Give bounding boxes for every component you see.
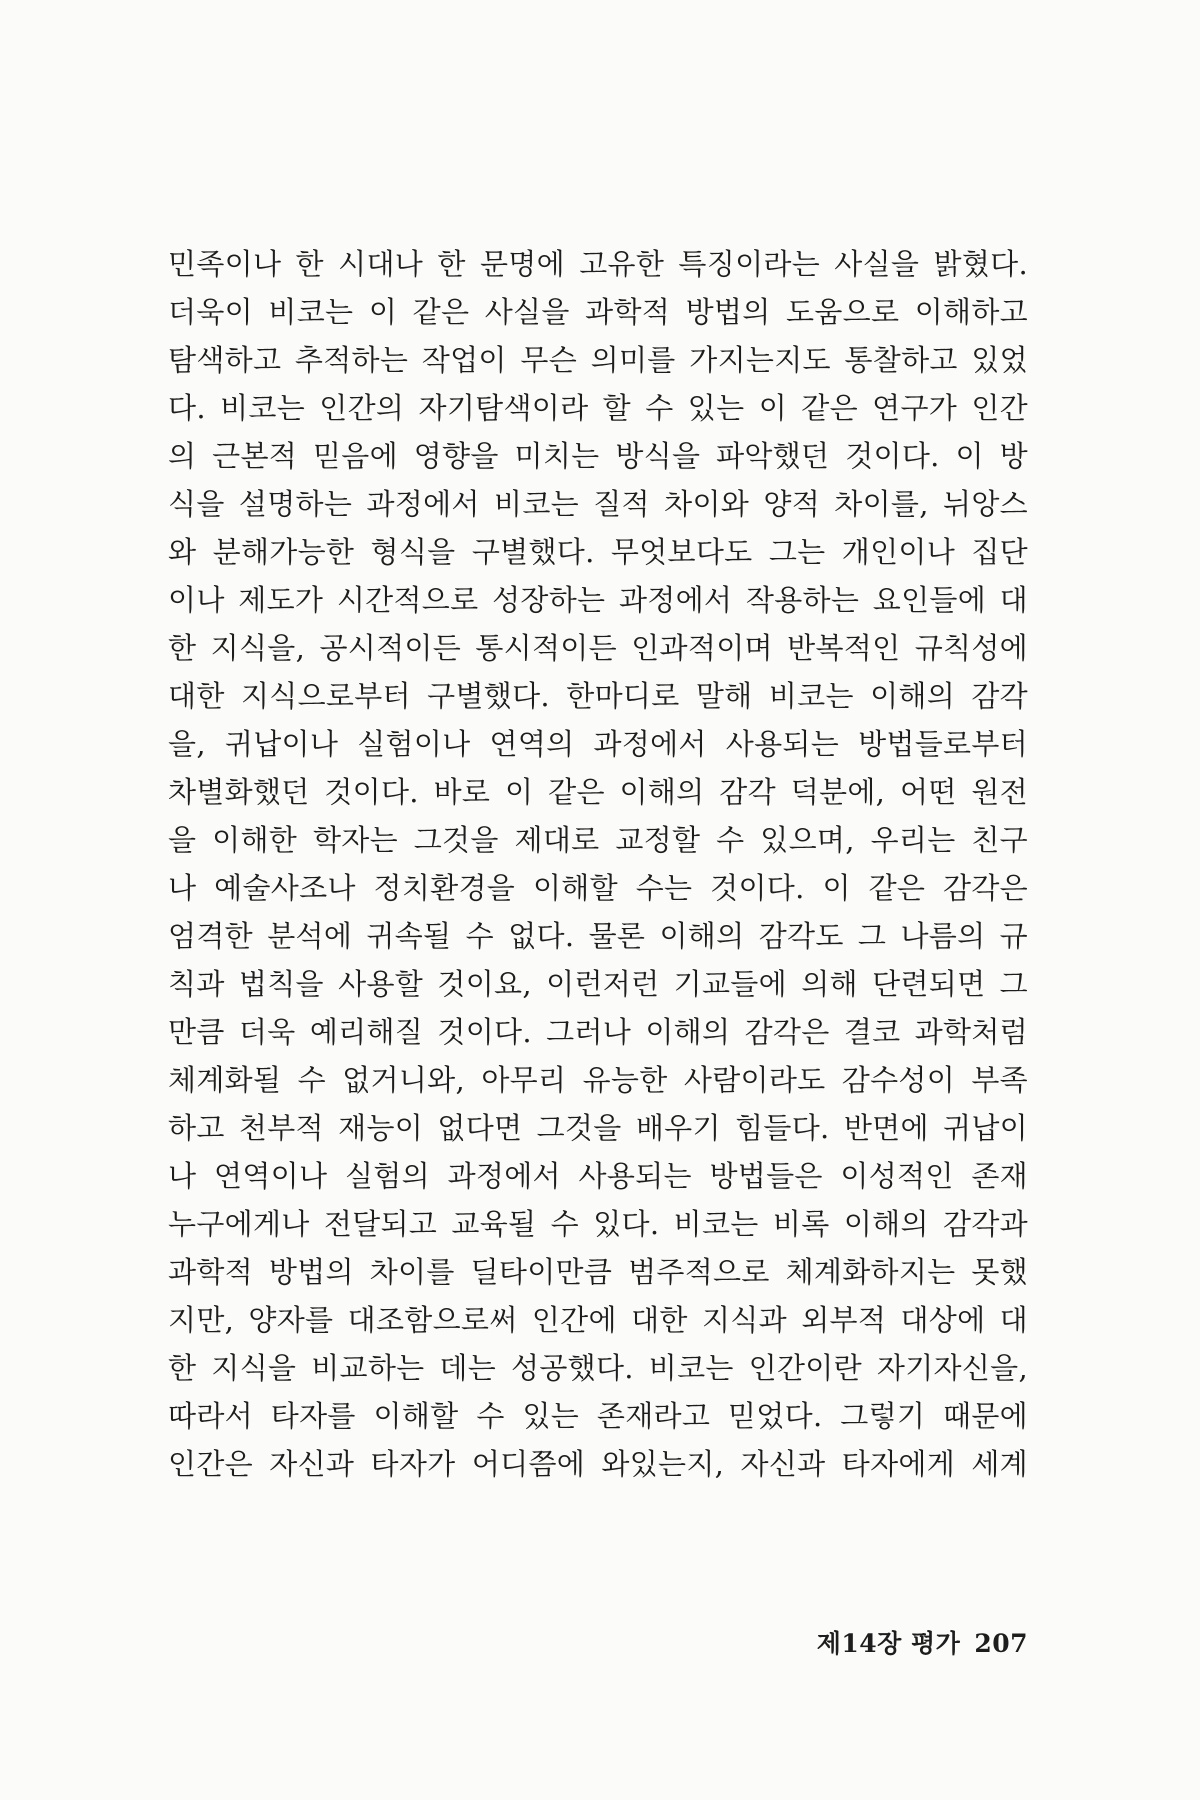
chapter-label: 제14장 평가 <box>816 1629 961 1658</box>
text-line: 다. 비코는 인간의 자기탐색이라 할 수 있는 이 같은 연구가 인간 <box>168 391 1028 425</box>
text-line: 민족이나 한 시대나 한 문명에 고유한 특징이라는 사실을 밝혔다. <box>168 247 1028 281</box>
text-line: 이나 제도가 시간적으로 성장하는 과정에서 작용하는 요인들에 대 <box>168 583 1028 617</box>
text-line: 따라서 타자를 이해할 수 있는 존재라고 믿었다. 그렇기 때문에 <box>168 1399 1028 1433</box>
text-line: 나 연역이나 실험의 과정에서 사용되는 방법들은 이성적인 존재 <box>168 1159 1028 1193</box>
text-line: 차별화했던 것이다. 바로 이 같은 이해의 감각 덕분에, 어떤 원전 <box>168 775 1028 809</box>
body-paragraph <box>168 240 1028 1488</box>
text-line: 나 예술사조나 정치환경을 이해할 수는 것이다. 이 같은 감각은 <box>168 871 1028 905</box>
text-line: 엄격한 분석에 귀속될 수 없다. 물론 이해의 감각도 그 나름의 규 <box>168 919 1028 953</box>
text-line: 만큼 더욱 예리해질 것이다. 그러나 이해의 감각은 결코 과학처럼 <box>168 1015 1028 1049</box>
text-line: 하고 천부적 재능이 없다면 그것을 배우기 힘들다. 반면에 귀납이 <box>168 1111 1028 1145</box>
text-line: 더욱이 비코는 이 같은 사실을 과학적 방법의 도움으로 이해하고 <box>168 295 1028 329</box>
text-line: 을 이해한 학자는 그것을 제대로 교정할 수 있으며, 우리는 친구 <box>168 823 1028 857</box>
text-line: 칙과 법칙을 사용할 것이요, 이런저런 기교들에 의해 단련되면 그 <box>168 967 1028 1001</box>
text-line: 와 분해가능한 형식을 구별했다. 무엇보다도 그는 개인이나 집단 <box>168 535 1028 569</box>
text-line: 누구에게나 전달되고 교육될 수 있다. 비코는 비록 이해의 감각과 <box>168 1207 1028 1241</box>
text-line: 대한 지식으로부터 구별했다. 한마디로 말해 비코는 이해의 감각 <box>168 679 1028 713</box>
text-line: 의 근본적 믿음에 영향을 미치는 방식을 파악했던 것이다. 이 방 <box>168 439 1028 473</box>
text-line: 인간은 자신과 타자가 어디쯤에 와있는지, 자신과 타자에게 세계 <box>168 1447 1028 1481</box>
text-line: 한 지식을 비교하는 데는 성공했다. 비코는 인간이란 자기자신을, <box>168 1351 1028 1385</box>
text-line: 식을 설명하는 과정에서 비코는 질적 차이와 양적 차이를, 뉘앙스 <box>168 487 1028 521</box>
text-line: 과학적 방법의 차이를 딜타이만큼 범주적으로 체계화하지는 못했 <box>168 1255 1028 1289</box>
text-line: 탐색하고 추적하는 작업이 무슨 의미를 가지는지도 통찰하고 있었 <box>168 343 1028 377</box>
page-number: 207 <box>974 1629 1028 1658</box>
text-line: 체계화될 수 없거니와, 아무리 유능한 사람이라도 감수성이 부족 <box>168 1063 1028 1097</box>
text-line: 지만, 양자를 대조함으로써 인간에 대한 지식과 외부적 대상에 대 <box>168 1303 1028 1337</box>
page-footer <box>778 1624 1028 1660</box>
text-line: 한 지식을, 공시적이든 통시적이든 인과적이며 반복적인 규칙성에 <box>168 631 1028 665</box>
text-line: 을, 귀납이나 실험이나 연역의 과정에서 사용되는 방법들로부터 <box>168 727 1028 761</box>
